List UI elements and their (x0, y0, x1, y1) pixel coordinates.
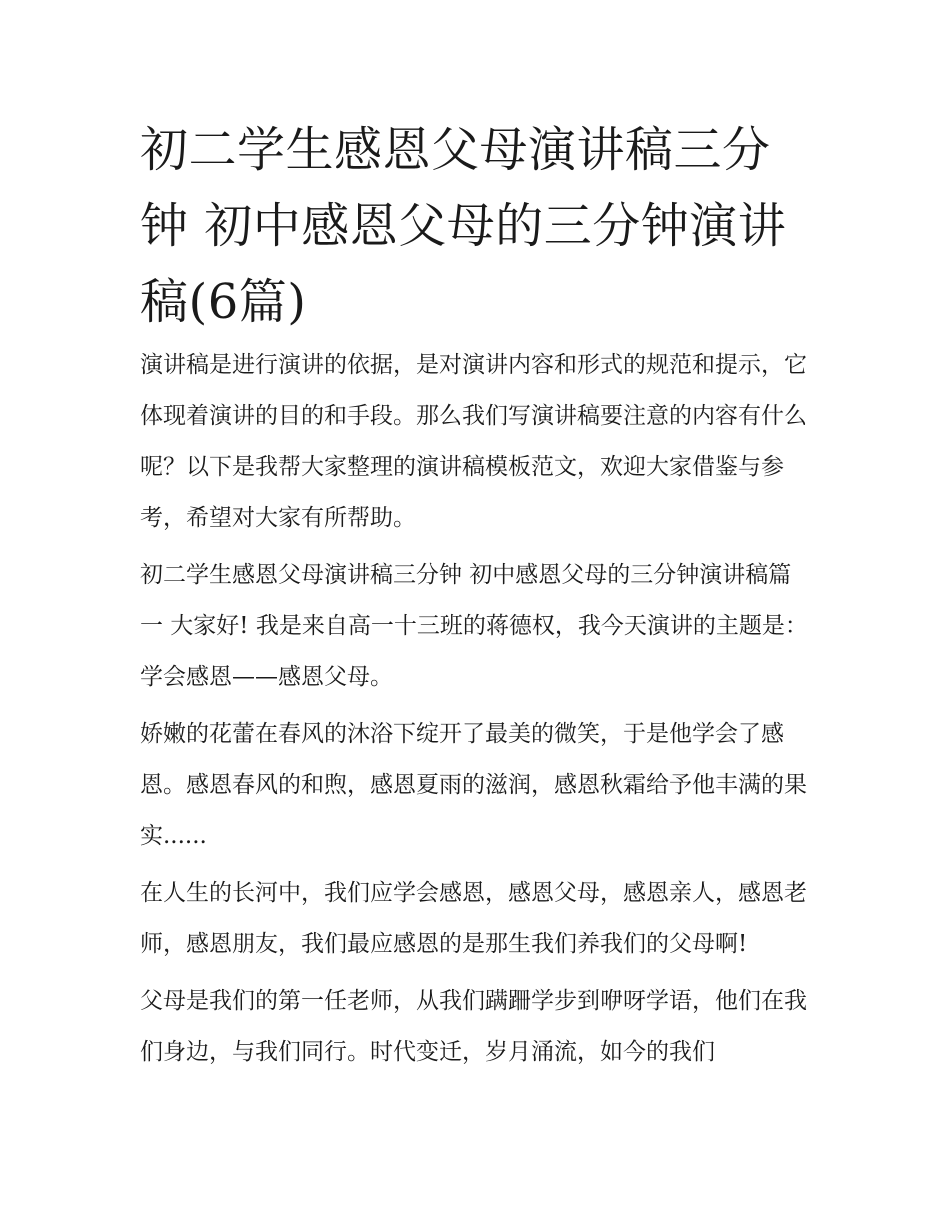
paragraph-intro: 演讲稿是进行演讲的依据，是对演讲内容和形式的规范和提示，它体现着演讲的目的和手段。那么我们写演讲稿要注意的内容有什么呢？以下是我帮大家整理的演讲稿模板范文，欢迎大家借鉴与参考，希望对大家有所帮助。 (140, 352, 807, 531)
paragraph-first-teacher: 父母是我们的第一任老师，从我们蹒跚学步到咿呀学语，他们在我们身边，与我们同行。时代变迁，岁月涌流，如今的我们 (140, 988, 807, 1065)
paragraph-flower: 娇嫩的花蕾在春风的沐浴下绽开了最美的微笑，于是他学会了感恩。感恩春风的和煦，感恩夏雨的滋润，感恩秋霜给予他丰满的果实...... (140, 721, 807, 849)
paragraph-speech-opening: 初二学生感恩父母演讲稿三分钟 初中感恩父母的三分钟演讲稿篇一 大家好! 我是来自高一十三班的蒋德权，我今天演讲的主题是：学会感恩——感恩父母。 (140, 562, 808, 690)
document-page (140, 112, 812, 1084)
paragraph-life-river: 在人生的长河中，我们应学会感恩，感恩父母，感恩亲人，感恩老师，感恩朋友，我们最应感恩的是那生我们养我们的父母啊! (140, 880, 807, 957)
document-title: 初二学生感恩父母演讲稿三分钟 初中感恩父母的三分钟演讲稿(6篇) (140, 122, 787, 330)
